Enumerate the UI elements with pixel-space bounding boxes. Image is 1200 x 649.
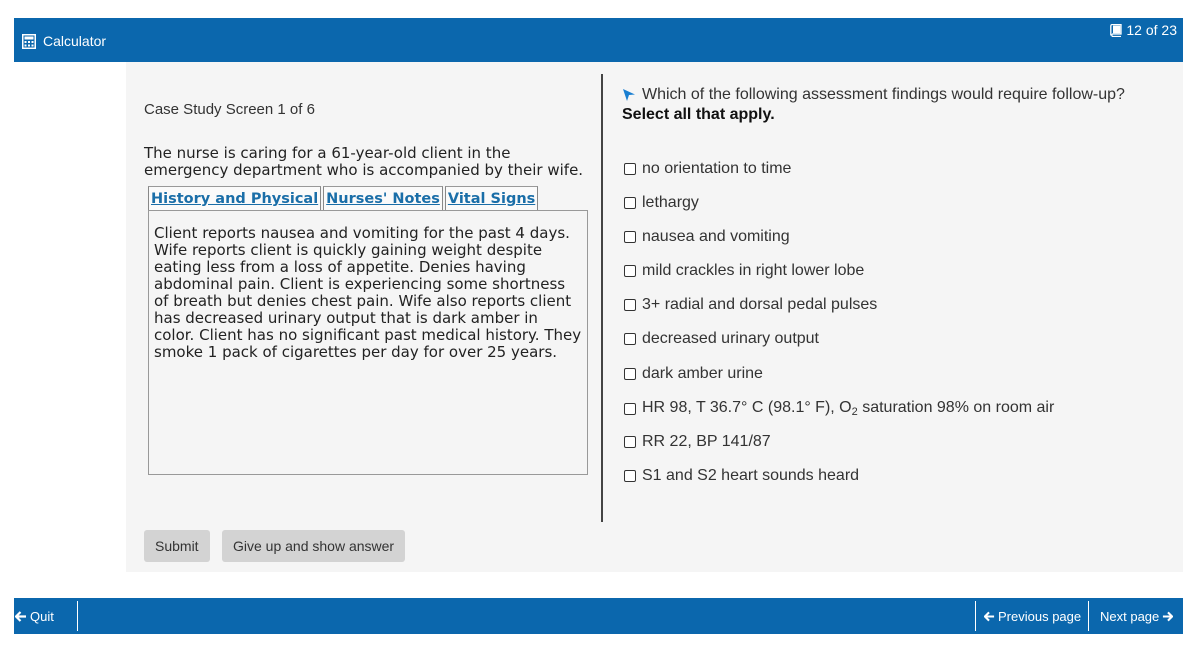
option-checkbox[interactable]	[624, 265, 636, 277]
option-dark-amber-urine[interactable]	[624, 365, 763, 383]
scenario-text: The nurse is caring for a 61-year-old client in the emergency department who is accompanied by their wife.	[144, 144, 584, 179]
question-instruction: Select all that apply.	[622, 106, 775, 123]
option-label-part: saturation 98% on room air	[857, 399, 1055, 416]
option-label: dark amber urine	[642, 365, 763, 382]
arrow-left-icon	[15, 611, 27, 622]
book-icon	[1110, 24, 1122, 37]
next-page-label: Next page	[1100, 608, 1160, 624]
give-up-button[interactable]: Give up and show answer	[222, 530, 405, 562]
notes-text: Client reports nausea and vomiting for the past 4 days. Wife reports client is quickly gaining weight despite eating less from a loss of appetite. Denies having abdominal pain. Client is experiencing some shortness of breath but denies chest pain. Wife also reports client has decreased urinary output that is dark amber in color. Client has no significant past medical history. They smoke 1 pack of cigarettes per day for over 25 years.	[154, 224, 582, 361]
chart-tabs	[148, 186, 538, 210]
option-label	[642, 399, 1054, 418]
option-label: S1 and S2 heart sounds heard	[642, 467, 860, 484]
divider	[975, 601, 976, 631]
option-checkbox[interactable]	[624, 436, 636, 448]
next-page-button[interactable]	[1100, 598, 1173, 634]
option-vital-signs[interactable]	[624, 399, 1054, 418]
option-heart-sounds[interactable]	[624, 467, 859, 485]
option-checkbox[interactable]	[624, 403, 636, 415]
tab-nurses-notes[interactable]: Nurses' Notes	[323, 186, 443, 210]
bottom-bar	[14, 598, 1183, 634]
submit-button[interactable]: Submit	[144, 530, 210, 562]
divider	[77, 601, 78, 631]
calculator-label: Calculator	[43, 33, 107, 49]
page-counter-text: 12 of 23	[1126, 22, 1177, 38]
option-checkbox[interactable]	[624, 163, 636, 175]
option-label: RR 22, BP 141/87	[642, 433, 771, 450]
calculator-icon	[22, 34, 36, 49]
quit-button[interactable]	[14, 598, 78, 634]
previous-page-button[interactable]	[984, 598, 1081, 634]
option-label: 3+ radial and dorsal pedal pulses	[642, 296, 878, 313]
option-checkbox[interactable]	[624, 231, 636, 243]
option-checkbox[interactable]	[624, 197, 636, 209]
tab-vital-signs[interactable]: Vital Signs	[445, 186, 538, 210]
option-checkbox[interactable]	[624, 333, 636, 345]
previous-page-label: Previous page	[998, 608, 1082, 624]
option-label: no orientation to time	[642, 160, 792, 177]
tab-history-and-physical[interactable]: History and Physical	[148, 186, 321, 210]
option-nausea-vomiting[interactable]	[624, 228, 790, 246]
option-label: decreased urinary output	[642, 330, 819, 347]
page-counter	[1110, 22, 1177, 38]
option-label: lethargy	[642, 194, 699, 211]
arrow-left-icon	[984, 611, 995, 622]
quit-label: Quit	[30, 608, 54, 624]
option-no-orientation[interactable]	[624, 160, 791, 178]
arrow-pointer-icon	[622, 88, 636, 102]
calculator-button[interactable]	[22, 33, 106, 49]
option-label-subscript: 2	[851, 406, 858, 418]
tab-content-box	[148, 210, 588, 475]
question-prompt	[622, 86, 1125, 104]
top-bar	[14, 18, 1183, 62]
option-label-part: HR 98, T 36.7° C (98.1° F), O	[642, 399, 852, 416]
option-label: mild crackles in right lower lobe	[642, 262, 865, 279]
option-rr-bp[interactable]	[624, 433, 771, 451]
option-label: nausea and vomiting	[642, 228, 790, 245]
divider	[1088, 601, 1089, 631]
arrow-right-icon	[1162, 611, 1173, 622]
option-checkbox[interactable]	[624, 299, 636, 311]
option-lethargy[interactable]	[624, 194, 699, 212]
question-text: Which of the following assessment findings would require follow-up?	[642, 86, 1125, 103]
option-checkbox[interactable]	[624, 368, 636, 380]
option-urinary-output[interactable]	[624, 330, 819, 348]
option-crackles[interactable]	[624, 262, 864, 280]
screen-title: Case Study Screen 1 of 6	[144, 101, 315, 118]
option-pulses[interactable]	[624, 296, 877, 314]
option-checkbox[interactable]	[624, 470, 636, 482]
case-study-panel	[126, 62, 1183, 572]
column-divider	[601, 74, 603, 522]
